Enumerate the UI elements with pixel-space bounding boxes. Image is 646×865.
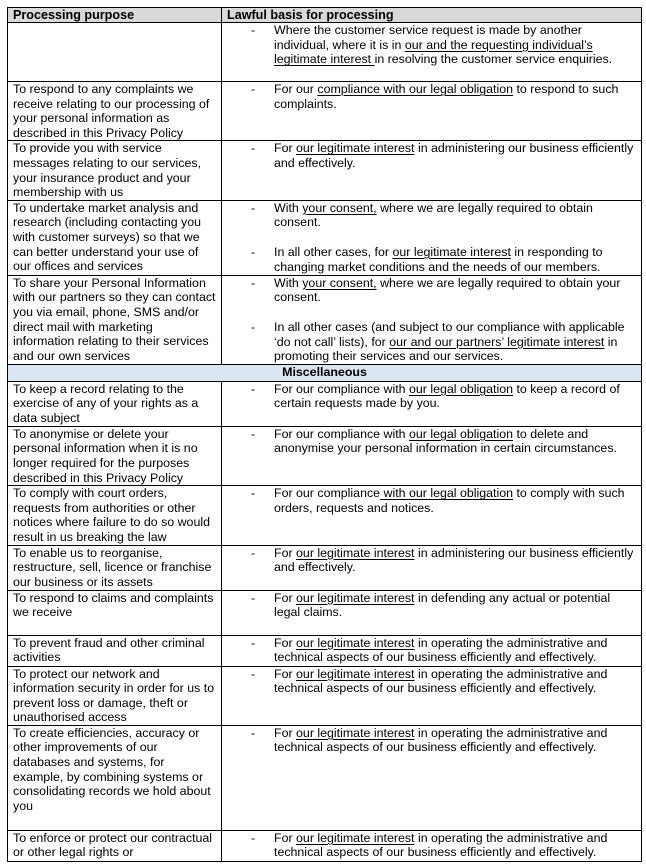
basis-segment: In all other cases (and subject to our compliance with applicable ‘do not call’ lists), for [274, 319, 625, 349]
underlined-phrase: our legitimate interest [296, 666, 415, 681]
table-row [8, 381, 642, 426]
header-lawful-basis: Lawful basis for processing [222, 8, 642, 23]
basis-cell [222, 200, 642, 275]
basis-text [274, 726, 636, 755]
basis-text [274, 23, 636, 67]
basis-segment: in responding to changing market conditions and the needs of our members. [274, 244, 603, 274]
purpose-cell: To prevent fraud and other criminal activities [8, 635, 222, 666]
header-row [8, 8, 642, 23]
basis-cell [222, 23, 642, 82]
basis-cell [222, 666, 642, 725]
basis-segment: For our compliance with [274, 381, 409, 396]
basis-segment: where we are legally required to obtain consent. [274, 200, 593, 230]
basis-segment: in administering our business efficiently and effectively. [274, 141, 634, 170]
dash-bullet: - [251, 590, 256, 605]
dash-bullet: - [251, 635, 256, 650]
basis-cell [222, 275, 642, 364]
dash-bullet: - [251, 23, 256, 37]
basis-text [274, 486, 636, 515]
basis-cell [222, 545, 642, 590]
dash-bullet: - [251, 666, 256, 681]
purpose-cell [8, 23, 222, 82]
dash-bullet: - [251, 275, 256, 290]
basis-item [227, 382, 636, 411]
basis-cell [222, 830, 642, 861]
basis-segment: For [274, 545, 297, 560]
purpose-cell: To respond to any complaints we receive relating to our processing of your personal information as described in this Privacy Policy [8, 82, 222, 141]
underlined-phrase: our legitimate interest [296, 590, 415, 605]
basis-item [227, 245, 636, 274]
basis-cell [222, 725, 642, 830]
basis-segment: For [274, 666, 297, 681]
dash-bullet: - [251, 244, 256, 259]
basis-segment: For our compliance with [274, 426, 409, 441]
basis-text [274, 141, 636, 170]
basis-item [227, 636, 636, 665]
basis-segment: in defending any actual or potential legal claims. [274, 590, 611, 620]
dash-bullet: - [251, 725, 256, 740]
basis-segment: Where the customer service request is made by another individual, where it is in [274, 23, 582, 52]
purpose-cell: To enable us to reorganise, restructure, sell, licence or franchise our business or its assets [8, 545, 222, 590]
purpose-cell: To anonymise or delete your personal information when it is no longer required for the purposes described in this Privacy Policy [8, 426, 222, 485]
basis-text [274, 320, 636, 364]
basis-segment: to delete and anonymise your personal information in certain circumstances. [274, 426, 617, 456]
underlined-phrase: our legal obligation [408, 426, 514, 441]
underlined-phrase: our legitimate interest [296, 725, 415, 740]
basis-item [227, 667, 636, 696]
underlined-phrase: your consent, [302, 200, 377, 215]
underlined-phrase: our legitimate interest [296, 545, 415, 560]
basis-gap [227, 230, 636, 245]
table-row [8, 635, 642, 666]
basis-segment: in operating the administrative and technical aspects of our business efficiently and effectively. [274, 666, 608, 696]
purpose-cell: To respond to claims and complaints we receive [8, 590, 222, 635]
basis-segment: in administering our business efficiently and effectively. [274, 545, 634, 575]
dash-bullet: - [251, 426, 256, 441]
purpose-cell: To provide you with service messages relating to our services, your insurance product and your membership with us [8, 141, 222, 200]
basis-segment: In all other cases, for [274, 244, 393, 259]
basis-cell [222, 426, 642, 485]
underlined-phrase: compliance with our legal obligation [317, 82, 514, 96]
basis-segment: For [274, 635, 297, 650]
purpose-cell: To undertake market analysis and research (including contacting you with customer surveys) so that we can better understand your use of our offices and services [8, 200, 222, 275]
basis-text [274, 201, 636, 230]
basis-gap [227, 305, 636, 320]
section-heading: Miscellaneous [8, 364, 642, 381]
table-row [8, 82, 642, 141]
basis-segment: in operating the administrative and technical aspects of our business efficiently and effectively. [274, 635, 608, 665]
basis-segment: For our compliance [274, 486, 381, 501]
basis-item [227, 276, 636, 305]
basis-text [274, 546, 636, 575]
purpose-cell: To protect our network and information security in order for us to prevent loss or damage, theft or unauthorised access [8, 666, 222, 725]
underlined-phrase: our and our partners’ legitimate interest [389, 334, 605, 349]
basis-segment: to keep a record of certain requests made by you. [274, 381, 620, 411]
basis-item [227, 831, 636, 860]
basis-cell [222, 381, 642, 426]
basis-item [227, 486, 636, 515]
dash-bullet: - [251, 141, 256, 156]
dash-bullet: - [251, 486, 256, 501]
basis-segment: For [274, 830, 297, 845]
basis-segment: For [274, 725, 297, 740]
underlined-phrase: our legitimate interest [296, 141, 415, 156]
basis-segment: in promoting their services and our services. [274, 334, 618, 364]
basis-segment: where we are legally required to obtain your consent. [274, 275, 621, 305]
basis-segment: to respond to such complaints. [274, 82, 619, 111]
table-row [8, 666, 642, 725]
basis-segment: For [274, 590, 297, 605]
basis-item [227, 141, 636, 170]
lawful-basis-table [7, 7, 642, 862]
underlined-phrase: our legitimate interest [296, 830, 415, 845]
table-row [8, 200, 642, 275]
basis-text [274, 591, 636, 620]
basis-item [227, 427, 636, 456]
basis-cell [222, 82, 642, 141]
basis-segment: to comply with such orders, requests and notices. [274, 486, 625, 515]
underlined-phrase: with our legal obligation [380, 486, 514, 501]
dash-bullet: - [251, 200, 256, 215]
purpose-cell: To share your Personal Information with our partners so they can contact you via email, phone, SMS and/or direct mail with marketing information relating to their services and our own services [8, 275, 222, 364]
basis-cell [222, 590, 642, 635]
basis-cell [222, 141, 642, 200]
basis-segment: For [274, 141, 297, 156]
table-row [8, 275, 642, 364]
basis-item [227, 82, 636, 111]
basis-text [274, 382, 636, 411]
basis-segment: With [274, 275, 303, 290]
basis-item [227, 201, 636, 230]
underlined-phrase: our legal obligation [408, 381, 514, 396]
basis-item [227, 591, 636, 620]
underlined-phrase: your consent, [302, 275, 377, 290]
basis-text [274, 427, 636, 456]
purpose-cell: To create efficiencies, accuracy or other improvements of our databases and systems, for example, by combining systems or consolidating records we hold about you [8, 725, 222, 830]
basis-cell [222, 635, 642, 666]
underlined-phrase: our legitimate interest [392, 244, 511, 259]
table-row [8, 426, 642, 485]
purpose-cell: To enforce or protect our contractual or other legal rights or [8, 830, 222, 861]
purpose-cell: To comply with court orders, requests from authorities or other notices where failure to do so would result in us breaking the law [8, 486, 222, 545]
basis-text [274, 667, 636, 696]
section-row [8, 364, 642, 381]
basis-cell [222, 486, 642, 545]
table-row [8, 830, 642, 861]
basis-text [274, 82, 636, 111]
table-row [8, 23, 642, 82]
basis-text [274, 276, 636, 305]
basis-item [227, 23, 636, 67]
table-row [8, 141, 642, 200]
table-body [8, 23, 642, 862]
basis-segment: For our [274, 82, 318, 96]
table-row [8, 590, 642, 635]
basis-item [227, 546, 636, 575]
basis-text [274, 245, 636, 274]
dash-bullet: - [251, 319, 256, 334]
purpose-cell: To keep a record relating to the exercise of any of your rights as a data subject [8, 381, 222, 426]
dash-bullet: - [251, 82, 256, 96]
table-row [8, 725, 642, 830]
underlined-phrase: our legitimate interest [296, 635, 415, 650]
dash-bullet: - [251, 381, 256, 396]
basis-segment: With [274, 200, 303, 215]
table-row [8, 486, 642, 545]
basis-text [274, 636, 636, 665]
basis-item [227, 320, 636, 364]
table-row [8, 545, 642, 590]
basis-segment: in resolving the customer service enquiries. [374, 52, 613, 67]
basis-item [227, 726, 636, 755]
header-processing-purpose: Processing purpose [8, 8, 222, 23]
dash-bullet: - [251, 830, 256, 845]
basis-segment: in operating the administrative and technical aspects of our business efficiently and effectively. [274, 830, 608, 860]
basis-segment: in operating the administrative and technical aspects of our business efficiently and effectively. [274, 725, 608, 755]
basis-text [274, 831, 636, 860]
underlined-phrase: our and the requesting individual’s legitimate interest [274, 37, 593, 67]
dash-bullet: - [251, 545, 256, 560]
